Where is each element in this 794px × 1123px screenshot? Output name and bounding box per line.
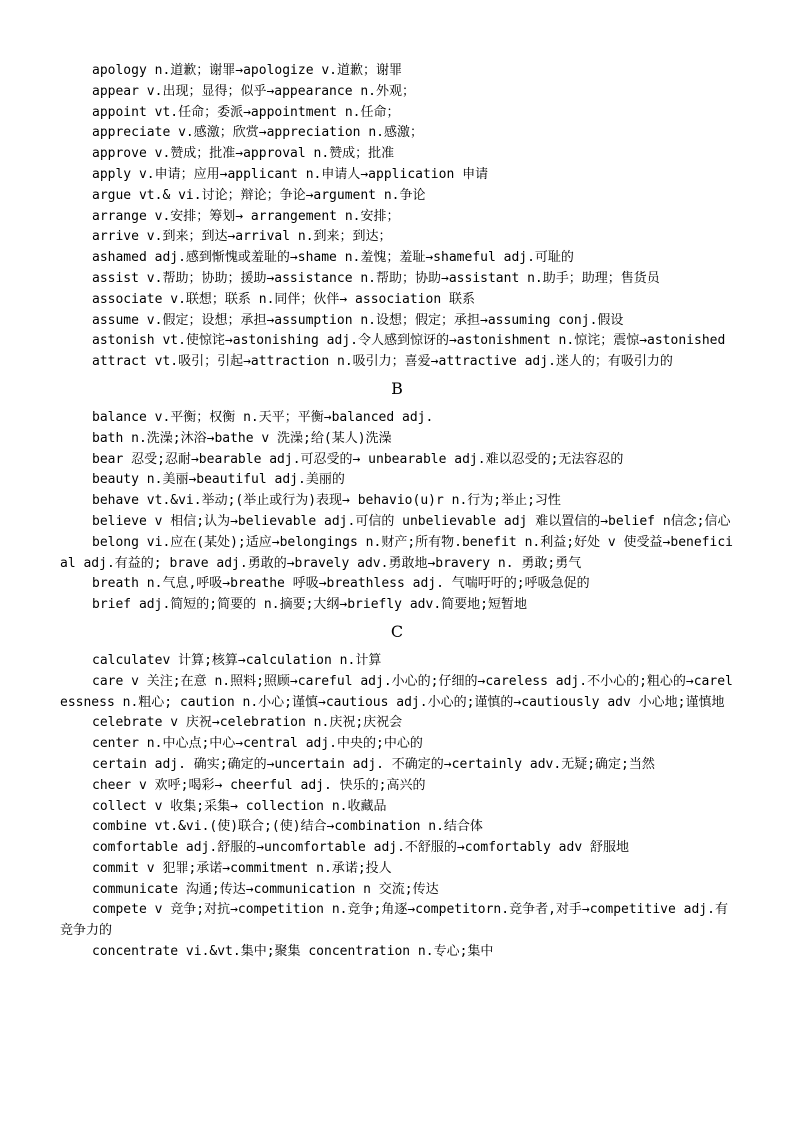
vocab-entry: assist v.帮助；协助；援助→assistance n.帮助；协助→assistant n.助手；助理；售货员: [92, 270, 660, 286]
vocab-entry: approve v.赞成；批准→approval n.赞成；批准: [92, 146, 395, 162]
vocab-entry: comfortable adj.舒服的→uncomfortable adj.不舒服的→comfortably adv 舒服地: [92, 840, 629, 856]
section-heading: B: [391, 378, 403, 398]
vocab-entry: appreciate v.感激；欣赏→appreciation n.感激；: [92, 125, 423, 141]
section-1: [60, 61, 734, 373]
vocab-entry: care v 关注;在意 n.照料;照顾→careful adj.小心的;仔细的→careless adj.不小心的;粗心的→carelessness n.粗心; caution n.小心;谨慎→cautious adj.小心的;谨慎的→cautiously adv 小心地;谨慎地: [60, 673, 733, 710]
vocab-entry: ashamed adj.感到惭愧或羞耻的→shame n.羞愧；羞耻→shameful adj.可耻的: [92, 250, 574, 266]
vocab-entry: believe v 相信;认为→believable adj.可信的 unbelievable adj 难以置信的→belief n信念;信心: [92, 513, 731, 529]
vocab-entry: bear 忍受;忍耐→bearable adj.可忍受的→ unbearable adj.难以忍受的;无法容忍的: [92, 451, 624, 467]
vocab-entry: apply v.申请；应用→applicant n.申请人→application 申请: [92, 166, 489, 182]
vocab-entry: arrange v.安排；筹划→ arrangement n.安排；: [92, 208, 400, 224]
section-2: [60, 379, 734, 616]
vocab-entry: combine vt.&vi.(使)联合;(使)结合→combination n.结合体: [92, 819, 483, 835]
vocab-entry: communicate 沟通;传达→communication n 交流;传达: [92, 881, 439, 897]
vocab-entry: apology n.道歉；谢罪→apologize v.道歉；谢罪: [92, 63, 403, 78]
vocab-entry: brief adj.简短的;简要的 n.摘要;大纲→briefly adv.简要地;短暂地: [92, 597, 527, 613]
vocab-entry: calculatev 计算;核算→calculation n.计算: [92, 652, 382, 668]
vocab-entry: certain adj. 确实;确定的→uncertain adj. 不确定的→certainly adv.无疑;确定;当然: [92, 756, 655, 772]
vocab-entry: astonish vt.使惊诧→astonishing adj.令人感到惊讶的→astonishment n.惊诧；震惊→astonished: [92, 333, 726, 349]
vocab-entry: associate v.联想；联系 n.同伴；伙伴→ association 联系: [92, 291, 475, 307]
vocab-entry: celebrate v 庆祝→celebration n.庆祝;庆祝会: [92, 715, 403, 731]
vocab-entry: breath n.气息,呼吸→breathe 呼吸→breathless adj. 气喘吁吁的;呼吸急促的: [92, 576, 590, 592]
vocab-entry: concentrate vi.&vt.集中;聚集 concentration n.专心;集中: [92, 944, 494, 960]
vocab-entry: commit v 犯罪;承诺→commitment n.承诺;投人: [92, 860, 392, 876]
vocab-entry: arrive v.到来；到达→arrival n.到来；到达；: [92, 229, 392, 245]
vocab-entry: appear v.出现；显得；似乎→appearance n.外观；: [92, 83, 416, 99]
vocab-entry: appoint vt.任命；委派→appointment n.任命；: [92, 104, 400, 120]
section-heading: C: [390, 621, 404, 641]
vocab-entry: bath n.洗澡;沐浴→bathe v 洗澡;给(某人)洗澡: [92, 430, 392, 446]
section-3: [60, 622, 734, 963]
vocab-entry: center n.中心点;中心→central adj.中央的;中心的: [92, 736, 423, 752]
vocab-entry: attract vt.吸引；引起→attraction n.吸引力；喜爱→attractive adj.迷人的；有吸引力的: [92, 354, 673, 370]
vocab-entry: compete v 竞争;对抗→competition n.竞争;角逐→competitorn.竞争者,对手→competitive adj.有竞争力的: [60, 902, 728, 939]
vocab-entry: collect v 收集;采集→ collection n.收藏品: [92, 798, 387, 814]
vocab-entry: argue vt.& vi.讨论；辩论；争论→argument n.争论: [92, 187, 426, 203]
vocab-entry: cheer v 欢呼;喝彩→ cheerful adj. 快乐的;高兴的: [92, 777, 426, 793]
vocab-entry: beauty n.美丽→beautiful adj.美丽的: [92, 472, 345, 488]
vocab-entry: assume v.假定；设想；承担→assumption n.设想；假定；承担→assuming conj.假设: [92, 312, 624, 328]
vocab-entry: behave vt.&vi.举动;(举止或行为)表现→ behavio(u)r n.行为;举止;习性: [92, 493, 561, 509]
vocab-entry: balance v.平衡；权衡 n.天平；平衡→balanced adj.: [92, 409, 434, 425]
vocab-entry: belong vi.应在(某处);适应→belongings n.财产;所有物.benefit n.利益;好处 v 使受益→beneficial adj.有益的; brave adj.勇敢的→bravely adv.勇敢地→bravery n. 勇敢;勇气: [60, 534, 733, 571]
